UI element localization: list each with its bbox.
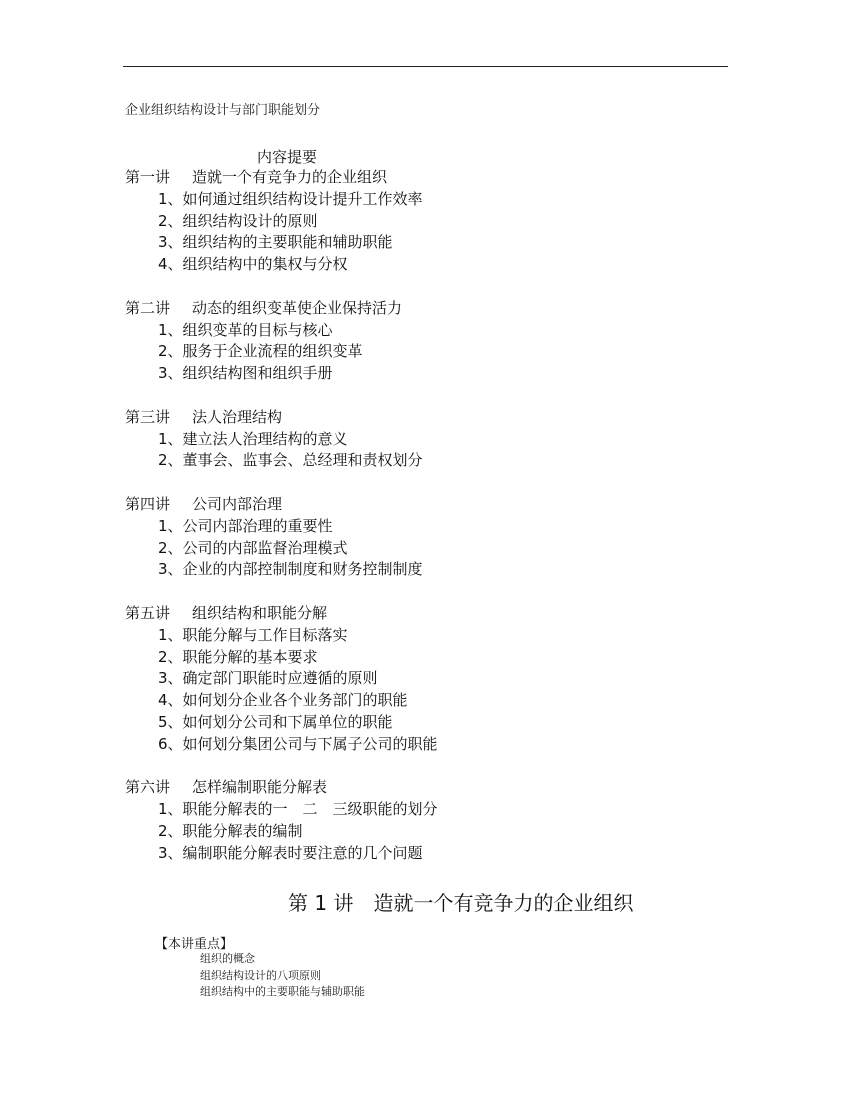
focus-label: 【本讲重点】 bbox=[155, 937, 234, 952]
toc-lecture bbox=[125, 298, 745, 320]
toc-lecture-title: 动态的组织变革使企业保持活力 bbox=[192, 298, 403, 317]
toc-lecture-title: 法人治理结构 bbox=[192, 407, 283, 426]
toc-spacer bbox=[125, 756, 745, 778]
toc-title: 内容提要 bbox=[257, 148, 318, 166]
focus-item: 组织结构中的主要职能与辅助职能 bbox=[200, 985, 365, 998]
toc-item: 3、编制职能分解表时要注意的几个问题 bbox=[158, 843, 423, 862]
toc-lecture bbox=[125, 494, 745, 516]
toc-item: 2、职能分解的基本要求 bbox=[158, 647, 318, 666]
toc-item: 1、组织变革的目标与核心 bbox=[158, 320, 333, 339]
toc-lecture bbox=[125, 777, 745, 799]
toc-lecture-number: 第三讲 bbox=[125, 407, 171, 426]
toc-item: 1、职能分解与工作目标落实 bbox=[158, 625, 348, 644]
toc-item: 1、公司内部治理的重要性 bbox=[158, 516, 333, 535]
toc-spacer bbox=[125, 385, 745, 407]
toc-lecture-number: 第四讲 bbox=[125, 494, 171, 513]
toc-item: 6、如何划分集团公司与下属子公司的职能 bbox=[158, 734, 438, 753]
toc-item: 1、如何通过组织结构设计提升工作效率 bbox=[158, 189, 423, 208]
toc-lecture-number: 第五讲 bbox=[125, 603, 171, 622]
toc-item: 3、组织结构图和组织手册 bbox=[158, 364, 333, 383]
toc-item: 1、建立法人治理结构的意义 bbox=[158, 429, 348, 448]
toc-item: 2、董事会、监事会、总经理和责权划分 bbox=[158, 451, 423, 470]
toc-lecture-number: 第二讲 bbox=[125, 298, 171, 317]
section-number: 第 1 讲 bbox=[288, 891, 354, 915]
toc-lecture bbox=[125, 167, 745, 189]
toc-lecture-title: 造就一个有竞争力的企业组织 bbox=[192, 168, 388, 186]
toc-spacer bbox=[125, 581, 745, 603]
toc-item: 2、公司的内部监督治理模式 bbox=[158, 538, 348, 557]
toc-item: 5、如何划分公司和下属单位的职能 bbox=[158, 712, 393, 731]
focus-item: 组织结构设计的八项原则 bbox=[200, 968, 321, 982]
toc-item: 4、如何划分企业各个业务部门的职能 bbox=[158, 691, 408, 710]
toc-lecture-title: 公司内部治理 bbox=[192, 494, 283, 513]
toc-item: 1、职能分解表的一 二 三级职能的划分 bbox=[158, 800, 438, 819]
toc-lecture-number: 第一讲 bbox=[125, 168, 171, 186]
toc-item: 4、组织结构中的集权与分权 bbox=[158, 255, 348, 274]
table-of-contents bbox=[125, 167, 745, 865]
toc-item: 2、服务于企业流程的组织变革 bbox=[158, 342, 363, 361]
focus-item: 组织的概念 bbox=[200, 952, 255, 965]
toc-lecture bbox=[125, 603, 745, 625]
toc-item: 3、组织结构的主要职能和辅助职能 bbox=[158, 233, 393, 252]
section-title-text: 造就一个有竞争力的企业组织 bbox=[373, 891, 634, 915]
section-heading bbox=[288, 887, 633, 916]
toc-item: 3、确定部门职能时应遵循的原则 bbox=[158, 669, 378, 688]
toc-item: 2、职能分解表的编制 bbox=[158, 821, 303, 840]
toc-spacer bbox=[125, 472, 745, 494]
focus-list bbox=[200, 951, 365, 1001]
toc-lecture-title: 怎样编制职能分解表 bbox=[192, 778, 328, 797]
toc-item: 3、企业的内部控制制度和财务控制制度 bbox=[158, 560, 423, 579]
document-header-title: 企业组织结构设计与部门职能划分 bbox=[125, 103, 321, 118]
toc-lecture-number: 第六讲 bbox=[125, 778, 171, 797]
toc-item: 2、组织结构设计的原则 bbox=[158, 211, 318, 230]
toc-spacer bbox=[125, 276, 745, 298]
toc-lecture bbox=[125, 407, 745, 429]
header-rule bbox=[123, 66, 728, 67]
toc-lecture-title: 组织结构和职能分解 bbox=[192, 603, 328, 622]
